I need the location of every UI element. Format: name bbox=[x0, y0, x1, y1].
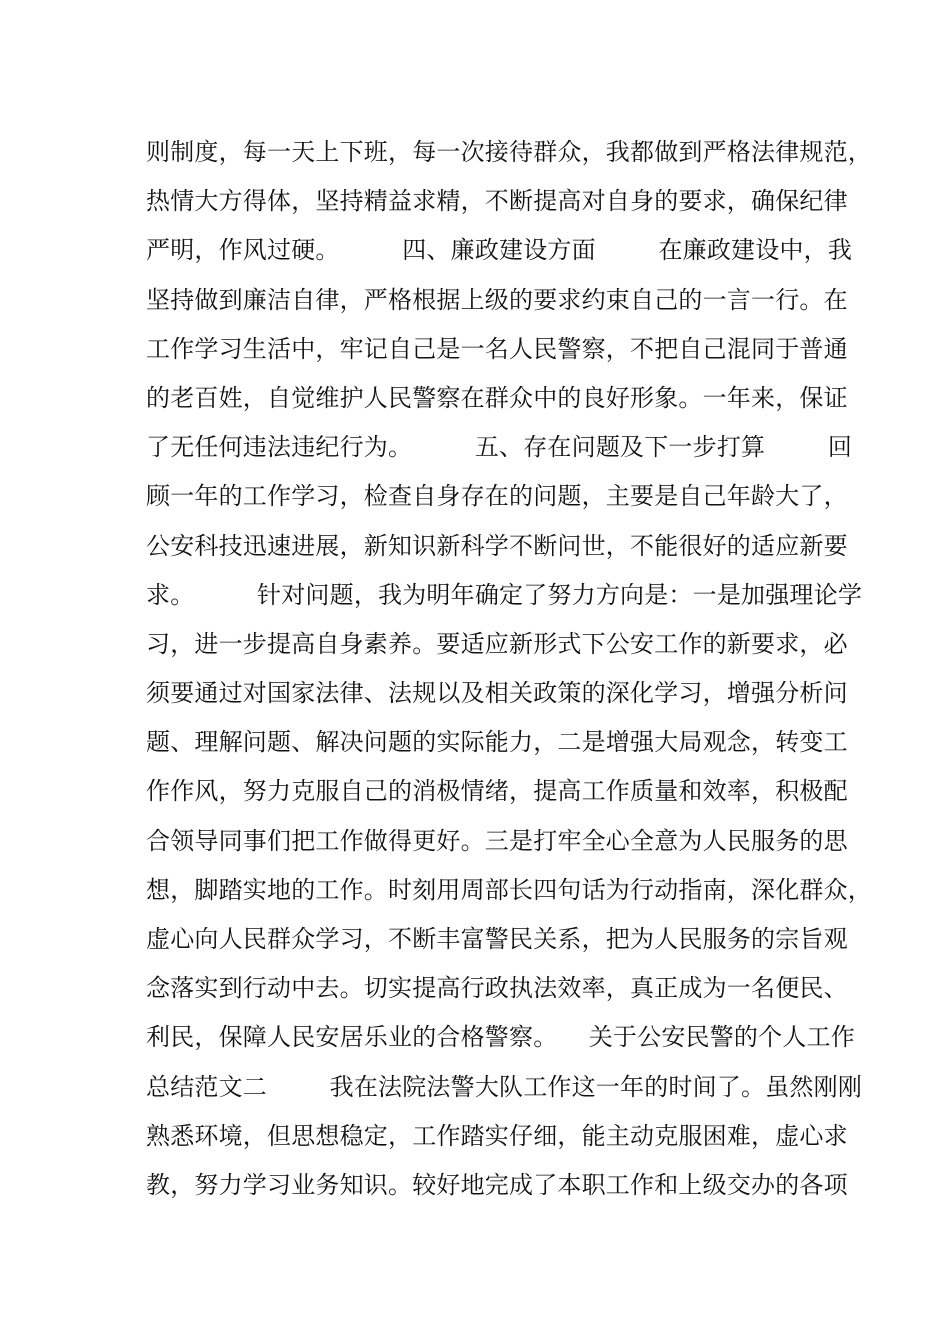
text-line: 须要通过对国家法律、法规以及相关政策的深化学习，增强分析问 bbox=[146, 679, 848, 708]
text-line: 公安科技迅速进展，新知识新科学不断问世，不能很好的适应新要 bbox=[146, 531, 848, 560]
body-text bbox=[146, 128, 872, 1210]
text-line: 教，努力学习业务知识。较好地完成了本职工作和上级交办的各项 bbox=[146, 1170, 848, 1199]
text-line: 习，进一步提高自身素养。要适应新形式下公安工作的新要求，必 bbox=[146, 629, 848, 658]
text-line: 工作学习生活中，牢记自己是一名人民警察，不把自己混同于普通 bbox=[146, 334, 848, 363]
text-line: 作作风，努力克服自己的消极情绪，提高工作质量和效率，积极配 bbox=[146, 777, 848, 806]
text-line: 了无任何违法违纪行为。 五、存在问题及下一步打算 回 bbox=[146, 433, 853, 462]
text-line: 严明，作风过硬。 四、廉政建设方面 在廉政建设中，我 bbox=[146, 236, 853, 265]
text-line: 求。 针对问题，我为明年确定了努力方向是：一是加强理论学 bbox=[146, 580, 863, 609]
text-line: 题、理解问题、解决问题的实际能力，二是增强大局观念，转变工 bbox=[146, 728, 848, 757]
text-line: 合领导同事们把工作做得更好。三是打牢全心全意为人民服务的思 bbox=[146, 826, 848, 855]
text-line: 利民，保障人民安居乐业的合格警察。 关于公安民警的个人工作 bbox=[146, 1023, 855, 1052]
text-line: 虚心向人民群众学习，不断丰富警民关系，把为人民服务的宗旨观 bbox=[146, 925, 848, 953]
text-line: 坚持做到廉洁自律，严格根据上级的要求约束自己的一言一行。在 bbox=[146, 285, 848, 314]
text-line: 顾一年的工作学习，检查自身存在的问题，主要是自己年龄大了， bbox=[146, 482, 848, 511]
text-line: 则制度，每一天上下班，每一次接待群众，我都做到严格法律规范， bbox=[146, 138, 872, 166]
text-line: 熟悉环境，但思想稳定，工作踏实仔细，能主动克服困难，虚心求 bbox=[146, 1121, 848, 1150]
text-line: 念落实到行动中去。切实提高行政执法效率，真正成为一名便民、 bbox=[146, 974, 848, 1003]
text-line: 总结范文二 我在法院法警大队工作这一年的时间了。虽然刚刚 bbox=[146, 1072, 863, 1101]
text-line: 的老百姓，自觉维护人民警察在群众中的良好形象。一年来，保证 bbox=[146, 383, 848, 412]
text-line: 想，脚踏实地的工作。时刻用周部长四句话为行动指南，深化群众， bbox=[146, 875, 872, 904]
text-line: 热情大方得体，坚持精益求精，不断提高对自身的要求，确保纪律 bbox=[146, 187, 848, 216]
